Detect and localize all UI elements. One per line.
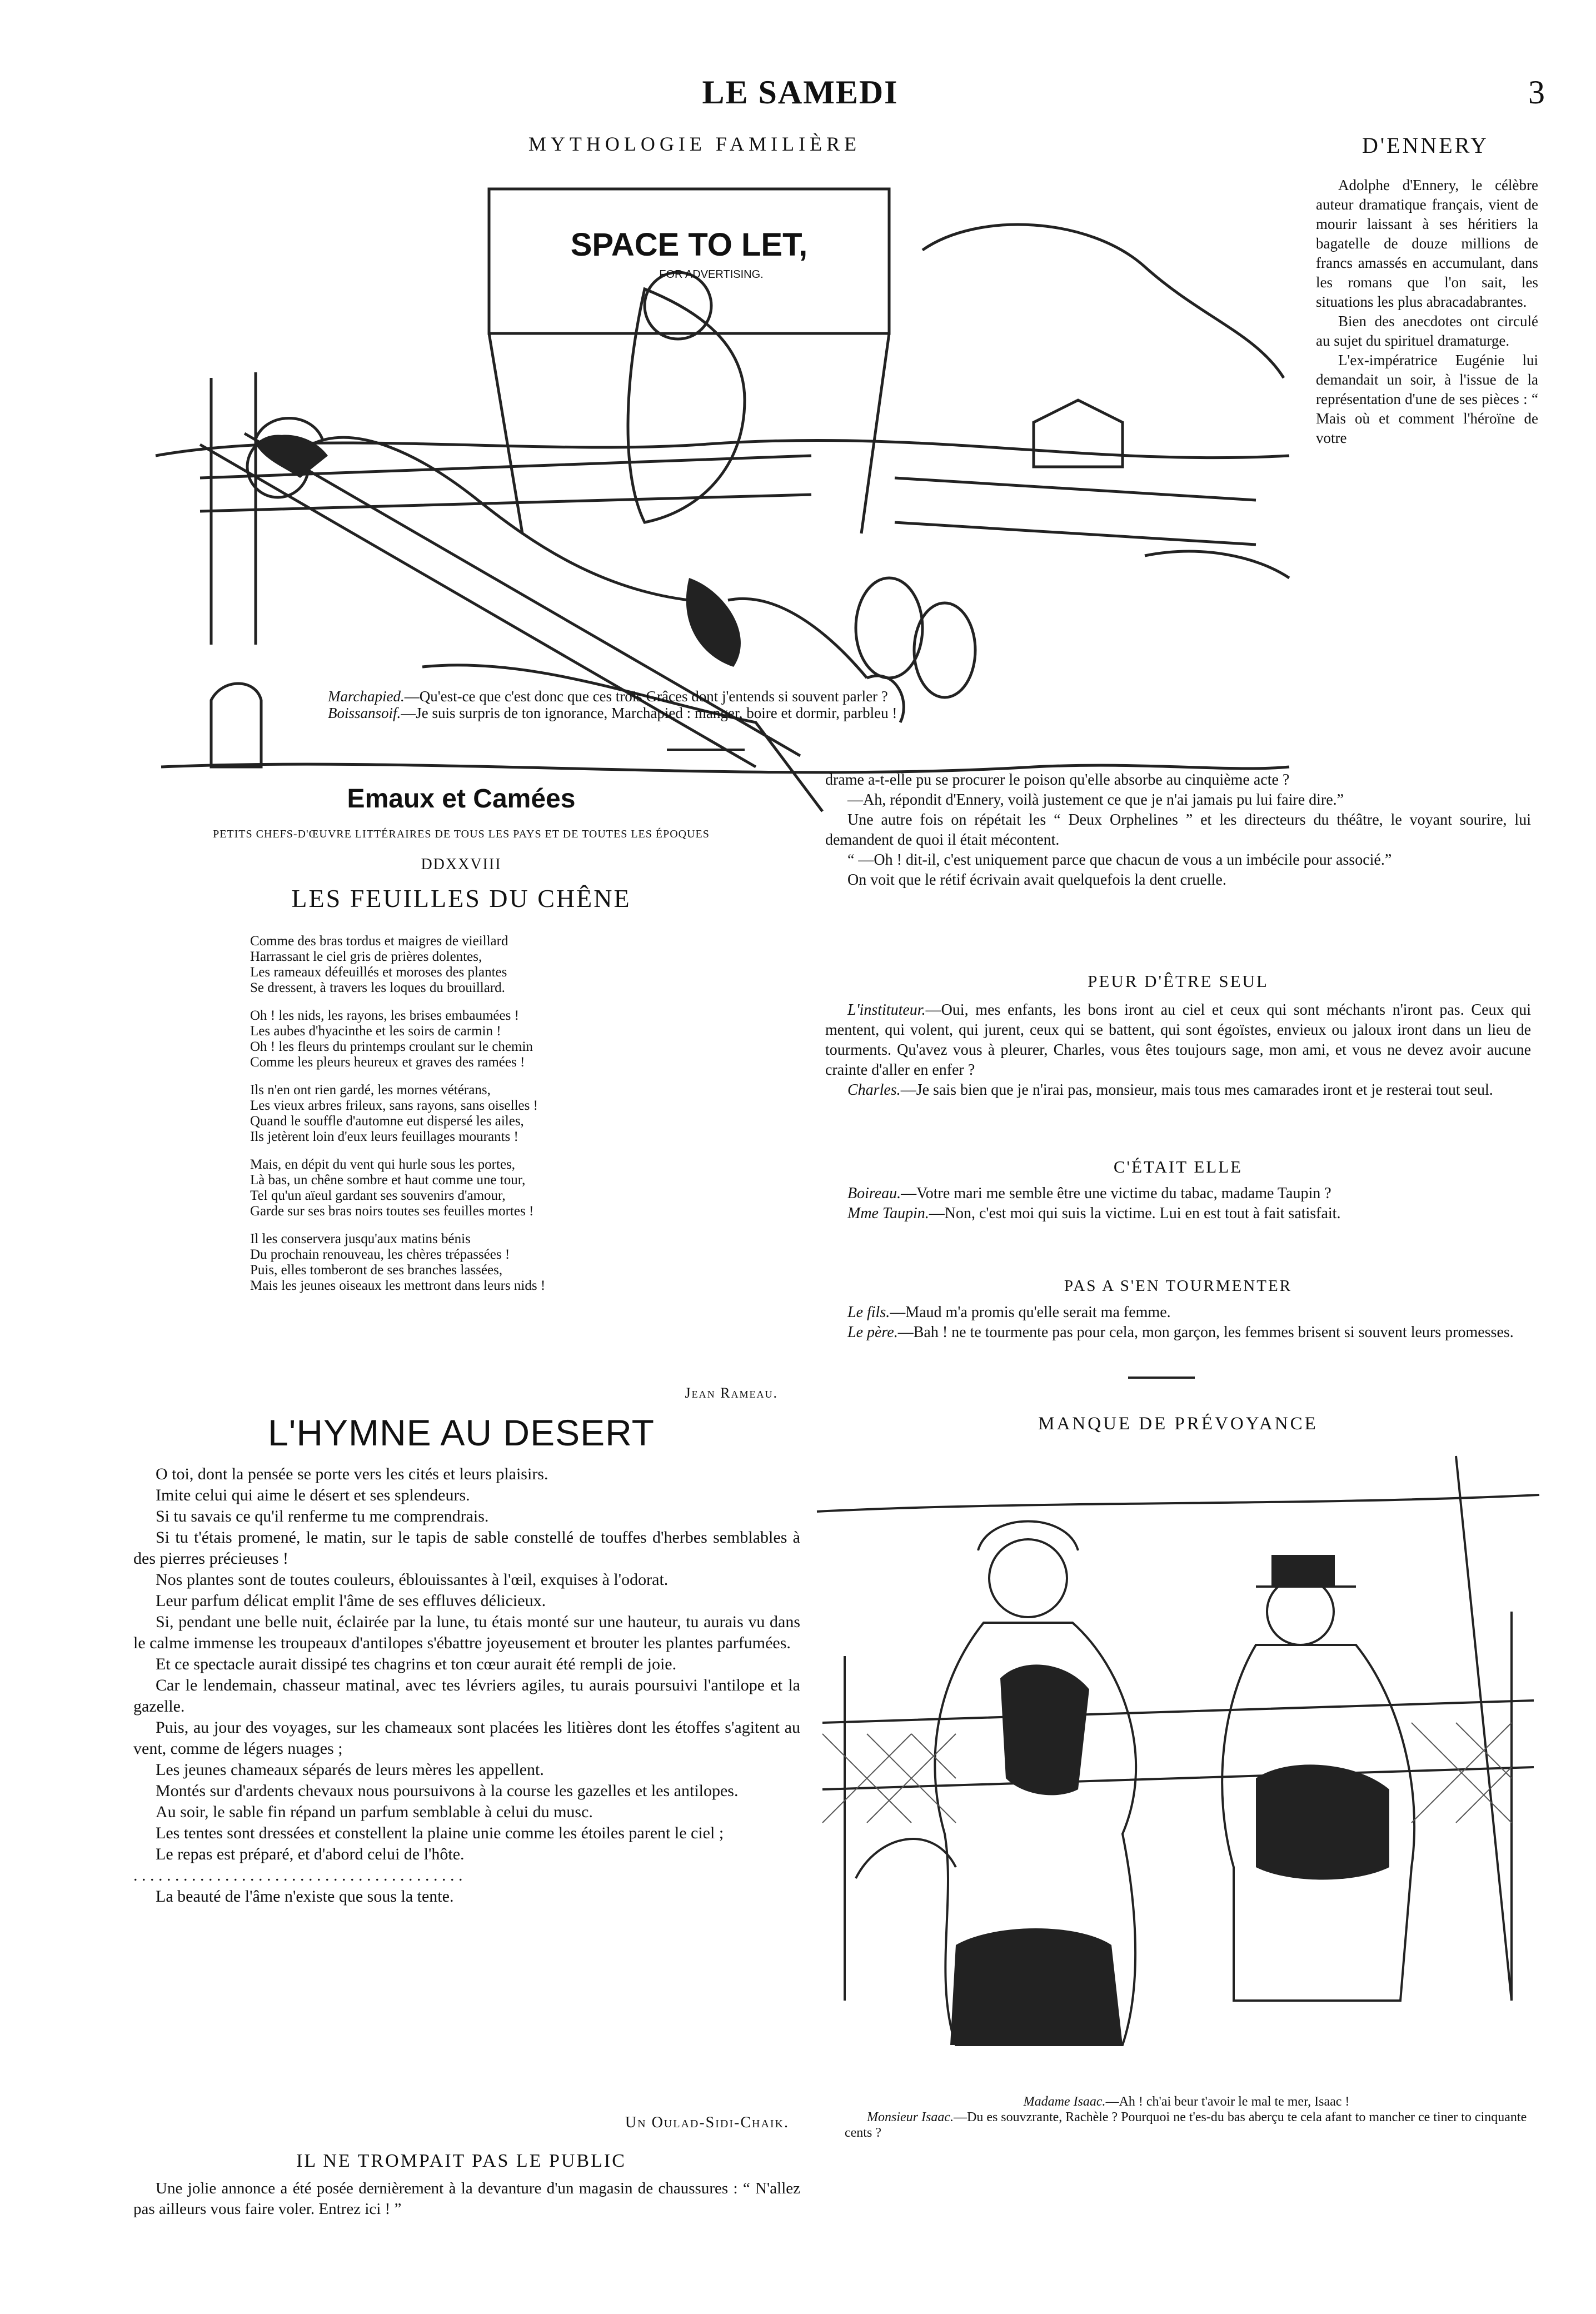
poem-line: Mais, en dépit du vent qui hurle sous les portes,	[250, 1157, 516, 1172]
dennery-continued-paragraph: “ —Oh ! dit-il, c'est uniquement parce que chacun de vous a un imbécile pour associé.”	[847, 851, 1392, 869]
tourmenter-paragraph: Le père.—Bah ! ne te tourmente pas pour cela, mon garçon, les femmes brisent si souvent leurs promesses.	[847, 1324, 1514, 1341]
poem	[250, 934, 750, 1306]
dennery-continued-paragraph: On voit que le rétif écrivain avait quelquefois la dent cruelle.	[847, 871, 1226, 889]
emaux-subtitle: PETITS CHEFS-D'ŒUVRE LITTÉRAIRES DE TOUS LES PAYS ET DE TOUTES LES ÉPOQUES	[213, 828, 710, 840]
sign-subtext: FOR ADVERTISING.	[659, 268, 764, 281]
poem-line: Les vieux arbres frileux, sans rayons, sans oiselles !	[250, 1098, 538, 1113]
hymne-author: Un Oulad-Sidi-Chaik.	[625, 2114, 789, 2131]
dennery-paragraph: L'ex-impératrice Eugénie lui demandait un soir, à l'issue de la représentation d'une de ses pièces : “ Mais où et comment l'héroïne de votre	[1316, 352, 1538, 446]
hymne-paragraph: O toi, dont la pensée se porte vers les cités et leurs plaisirs.	[156, 1465, 548, 1483]
hymne-paragraph: Les jeunes chameaux séparés de leurs mères les appellent.	[156, 1761, 544, 1779]
trompait-title: IL NE TROMPAIT PAS LE PUBLIC	[296, 2151, 626, 2171]
emaux-number: DDXXVIII	[421, 856, 502, 873]
etait-elle-title: C'ÉTAIT ELLE	[1113, 1157, 1243, 1176]
bottom-cartoon-illustration	[811, 1445, 1545, 2078]
emaux-title: Emaux et Camées	[347, 784, 576, 814]
poem-line: Oh ! les nids, les rayons, les brises embaumées !	[250, 1008, 519, 1023]
divider	[667, 749, 745, 751]
peur-paragraph: L'instituteur.—Oui, mes enfants, les bons iront au ciel et ceux qui sont méchants n'iront pas. Ceux qui mentent, qui volent, qui jurent, ceux qui se battent, qui sont égoïstes, envieux ou jaloux iront dans un lieu de tourments. Qu'avez vous à pleurer, Charles, vous êtes toujours sage, mon ami, et vous ne devez avoir aucune crainte d'aller en enfer ?	[825, 1001, 1531, 1079]
dennery-continued	[825, 770, 1531, 890]
hymne-paragraph: Car le lendemain, chasseur matinal, avec tes lévriers agiles, tu aurais poursuivi l'antilope et la gazelle.	[133, 1676, 800, 1715]
caption-line: Madame Isaac.—Ah ! ch'ai beur t'avoir le mal te mer, Isaac !	[1023, 2094, 1350, 2109]
hymne-paragraph: Imite celui qui aime le désert et ses splendeurs.	[156, 1486, 470, 1504]
page-number: 3	[1528, 74, 1545, 111]
divider	[1128, 1377, 1195, 1379]
poem-stanza	[250, 1231, 750, 1294]
top-cartoon-illustration	[144, 167, 1295, 834]
dennery-continued-paragraph: drame a-t-elle pu se procurer le poison qu'elle absorbe au cinquième acte ?	[825, 771, 1290, 789]
poem-stanza	[250, 1008, 750, 1070]
hymne-dots: . . . . . . . . . . . . . . . . . . . . . . . . . . . . . . . . . . . . . . . .	[133, 1866, 463, 1884]
peur-title: PEUR D'ÊTRE SEUL	[1088, 971, 1269, 991]
hymne-title: L'HYMNE AU DESERT	[268, 1412, 655, 1453]
poem-line: Puis, elles tomberont de ses branches lassées,	[250, 1263, 503, 1278]
hymne-paragraph: Puis, au jour des voyages, sur les chameaux sont placées les litières dont les étoffes s'agitent au vent, comme de légers nuages ;	[133, 1718, 800, 1758]
etait-elle-body	[825, 1184, 1531, 1224]
poem-line: Tel qu'un aïeul gardant ses souvenirs d'amour,	[250, 1188, 506, 1203]
hymne-paragraph: Nos plantes sont de toutes couleurs, éblouissantes à l'œil, exquises à l'odorat.	[156, 1570, 669, 1589]
caption-line: Monsieur Isaac.—Du es souvzrante, Rachèle ? Pourquoi ne t'es-du bas aberçu te cela afant to mancher ce tiner to cinquante cents ?	[845, 2110, 1527, 2140]
sign-text: SPACE TO LET,	[570, 227, 808, 263]
poem-line: Là bas, un chêne sombre et haut comme une tour,	[250, 1173, 526, 1188]
hymne-paragraph: Le repas est préparé, et d'abord celui de l'hôte.	[156, 1845, 465, 1863]
dennery-heading: D'ENNERY	[1361, 133, 1489, 158]
poem-line: Mais les jeunes oiseaux les mettront dans leurs nids !	[250, 1278, 546, 1293]
poem-line: Harrassant le ciel gris de prières dolentes,	[250, 949, 482, 964]
poem-stanza	[250, 934, 750, 996]
etait-elle-paragraph: Boireau.—Votre mari me semble être une victime du tabac, madame Taupin ?	[847, 1185, 1331, 1202]
hymne-paragraph: Si, pendant une belle nuit, éclairée par la lune, tu étais monté sur une hauteur, tu aurais vu dans le calme immense les troupeaux d'antilopes s'ébattre joyeusement et brouter les plantes parfumées.	[133, 1613, 800, 1652]
tourmenter-paragraph: Le fils.—Maud m'a promis qu'elle serait ma femme.	[847, 1304, 1171, 1321]
masthead: LE SAMEDI	[702, 74, 899, 111]
poem-line: Garde sur ses bras noirs toutes ses feuilles mortes !	[250, 1204, 534, 1219]
peur-paragraph: Charles.—Je sais bien que je n'irai pas, monsieur, mais tous mes camarades iront et je resterai tout seul.	[847, 1081, 1493, 1099]
dennery-continued-paragraph: —Ah, répondit d'Ennery, voilà justement ce que je n'ai jamais pu lui faire dire.”	[847, 791, 1344, 809]
poem-line: Les aubes d'hyacinthe et les soirs de carmin !	[250, 1024, 501, 1039]
peur-body	[825, 1000, 1531, 1100]
tourmenter-body	[825, 1303, 1531, 1343]
poem-line: Comme des bras tordus et maigres de vieillard	[250, 934, 508, 949]
poem-title: LES FEUILLES DU CHÊNE	[291, 884, 631, 912]
poem-line: Du prochain renouveau, les chères trépassées !	[250, 1247, 510, 1262]
poem-author: Jean Rameau.	[685, 1385, 778, 1401]
trompait-body	[133, 2178, 800, 2220]
hymne-paragraph: Montés sur d'ardents chevaux nous poursuivons à la course les gazelles et les antilopes.	[156, 1782, 739, 1800]
top-illustration-title: MYTHOLOGIE FAMILIÈRE	[528, 133, 861, 155]
caption-line: Marchapied.—Qu'est-ce que c'est donc que ces trois Grâces dont j'entends si souvent parler ?	[328, 688, 888, 705]
poem-stanza	[250, 1083, 750, 1145]
hymne-last-line: La beauté de l'âme n'existe que sous la tente.	[156, 1887, 454, 1906]
poem-line: Oh ! les fleurs du printemps croulant sur le chemin	[250, 1039, 533, 1054]
tourmenter-title: PAS A S'EN TOURMENTER	[1064, 1277, 1293, 1295]
hymne-paragraph: Si tu savais ce qu'il renferme tu me comprendrais.	[156, 1507, 489, 1525]
hymne-paragraph: Leur parfum délicat emplit l'âme de ses effluves délicieux.	[156, 1592, 546, 1610]
poem-line: Ils jetèrent loin d'eux leurs feuillages mourants !	[250, 1129, 518, 1144]
hymne-paragraph: Les tentes sont dressées et constellent la plaine unie comme les étoiles parent le ciel ;	[156, 1824, 724, 1842]
poem-line: Comme les pleurs heureux et graves des ramées !	[250, 1055, 525, 1070]
hymne-body	[133, 1464, 800, 1907]
trompait-paragraph: Une jolie annonce a été posée dernièrement à la devanture d'un magasin de chaussures : “ N'allez pas ailleurs vous faire voler. Entrez ici ! ”	[133, 2180, 800, 2218]
poem-line: Quand le souffle d'automne eut dispersé les ailes,	[250, 1114, 524, 1129]
dennery-paragraph: Bien des anecdotes ont circulé au sujet du spirituel dramaturge.	[1316, 313, 1538, 349]
hymne-paragraph: Au soir, le sable fin répand un parfum semblable à celui du musc.	[156, 1803, 593, 1821]
dennery-column	[1316, 176, 1538, 448]
dennery-continued-paragraph: Une autre fois on répétait les “ Deux Orphelines ” et les directeurs du théâtre, le voyant sourire, lui demandent de quoi il était mécontent.	[825, 811, 1531, 849]
caption-line: Boissansoif.—Je suis surpris de ton ignorance, Marchapied : manger, boire et dormir, parbleu !	[328, 705, 897, 721]
poem-stanza	[250, 1157, 750, 1219]
dennery-paragraph: Adolphe d'Ennery, le célèbre auteur dramatique français, vient de mourir laissant à ses héritiers la bagatelle de douze millions de francs amassés en accumulant, dans les romans que l'on sait, les situations les plus abracadabrantes.	[1316, 177, 1538, 310]
top-cartoon-caption	[328, 688, 1306, 721]
hymne-paragraph: Si tu t'étais promené, le matin, sur le tapis de sable constellé de touffes d'herbes semblables à des pierres précieuses !	[133, 1528, 800, 1568]
poem-line: Se dressent, à travers les loques du brouillard.	[250, 980, 505, 995]
poem-line: Les rameaux défeuillés et moroses des plantes	[250, 965, 507, 980]
poem-line: Ils n'en ont rien gardé, les mornes vétérans,	[250, 1083, 491, 1098]
etait-elle-paragraph: Mme Taupin.—Non, c'est moi qui suis la victime. Lui en est tout à fait satisfait.	[847, 1205, 1341, 1222]
manque-title: MANQUE DE PRÉVOYANCE	[1038, 1414, 1318, 1434]
hymne-paragraph: Et ce spectacle aurait dissipé tes chagrins et ton cœur aurait été rempli de joie.	[156, 1655, 677, 1673]
poem-line: Il les conservera jusqu'aux matins bénis	[250, 1231, 471, 1246]
bottom-cartoon-caption	[845, 2094, 1528, 2141]
